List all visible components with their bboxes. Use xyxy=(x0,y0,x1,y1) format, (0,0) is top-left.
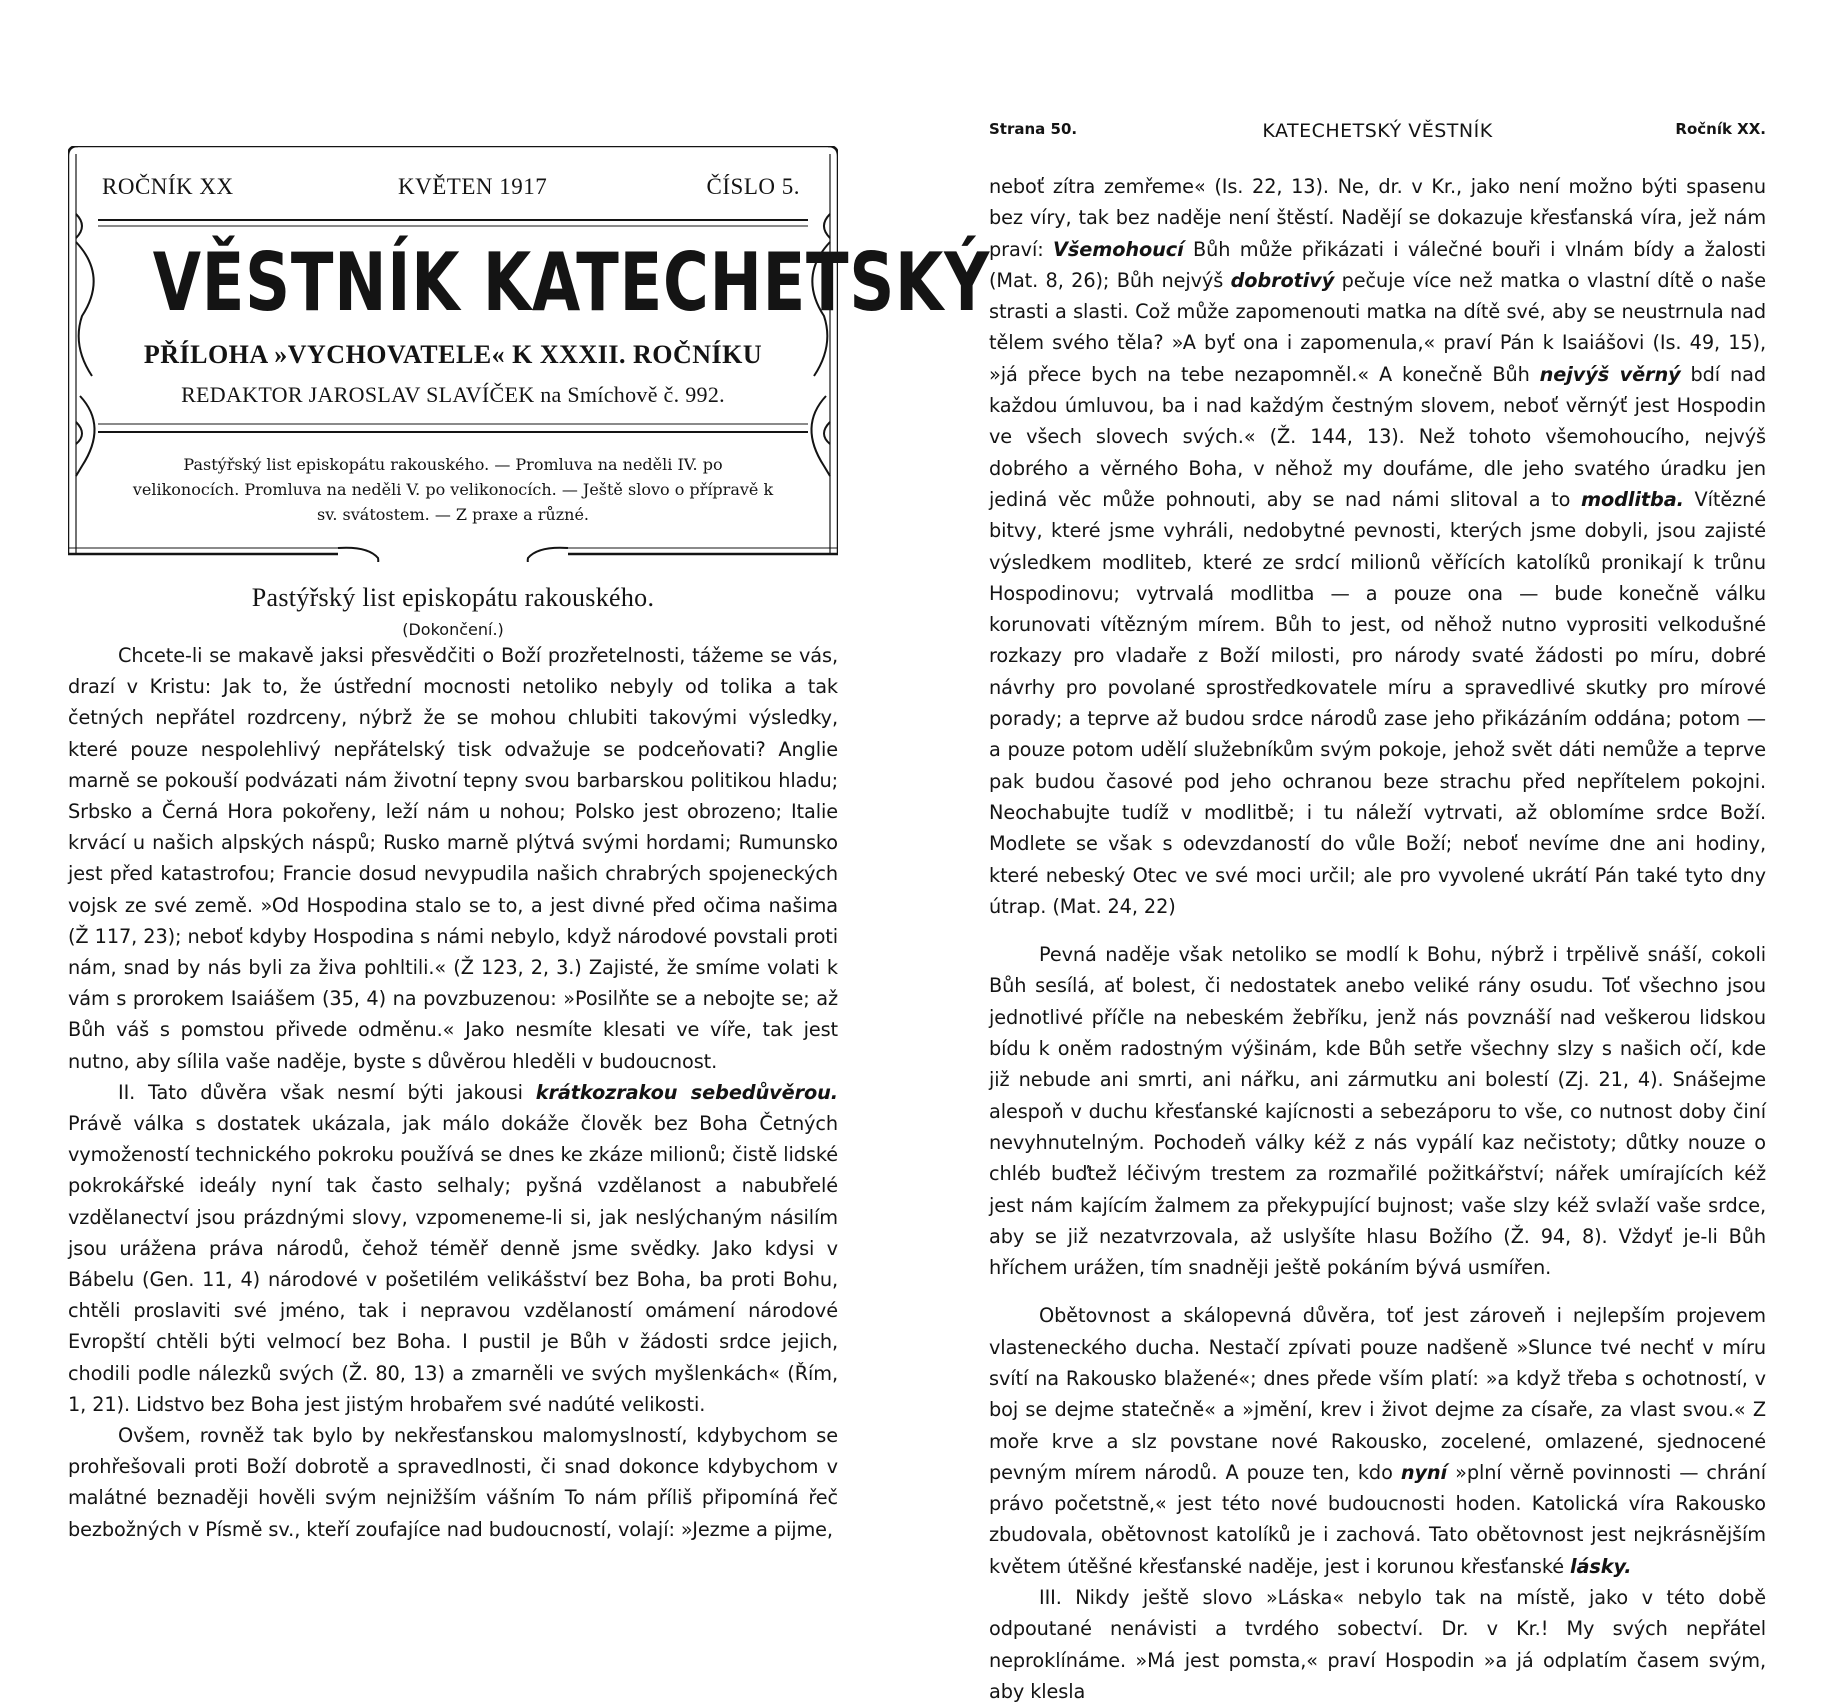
issue-date: KVĚTEN 1917 xyxy=(398,174,548,199)
emphasis: modlitba. xyxy=(1581,487,1684,511)
issue-number: ČÍSLO 5. xyxy=(706,174,800,199)
paragraph: III. Nikdy ještě slovo »Láska« nebylo tak na místě, jako v této době odpoutané nenávisti a tvrdého sobectví. Dr. v Kr.! My svých nepřátel neproklínáme. »Má jest pomsta,« praví Hospodin »a já odplatím časem svým, aby klesla xyxy=(989,1586,1766,1703)
text-run: »plní věrně povinnosti — chrání právo početstně,« jest této nové budoucnosti hoden. Katolická víra Rakousko zbudovala, obětovnost katolíků je i zachová. Tato obětovnost jest nejkrásnějším květem útěšné křesťanské naděje, jest i korunou křesťanské xyxy=(989,1460,1766,1578)
editor-line: REDAKTOR JAROSLAV SLAVÍČEK na Smíchově č. 992. xyxy=(181,382,725,407)
text-run: II. Tato důvěra však nesmí býti jakousi xyxy=(118,1080,536,1104)
paragraph xyxy=(989,1300,1766,1582)
journal-title: VĚSTNÍK KATECHETSKÝ xyxy=(152,236,991,329)
emphasis: krátkozrakou sebedůvěrou. xyxy=(535,1080,838,1104)
page-number: Strana 50. xyxy=(989,120,1078,138)
text-run: bdí nad každou úmluvou, ba i nad každým čestným slovem, neboť věrnýť jest Hospodin ve všech slovech svých.« (Ž. 144, 13). Než tohoto všemohoucího, nejvýš dobrého a věrného Boha, v něhož my doufáme, dle jeho svatého úradku jen jediná věc může pohnouti, aby se nad námi slitoval a to xyxy=(989,362,1766,511)
paragraph: Ovšem, rovněž tak bylo by nekřesťanskou malomyslností, kdybychom se prohřešovali proti Boží dobrotě a spravedlnosti, či snad dokonce kdybychom v malátné beznaději hověli svým nejnižším vášním To nám příliš připomíná řeč bezbožných v Písmě sv., kteří zoufajíce nad budoucností, volají: »Jezme a pijme, xyxy=(68,1424,838,1541)
article-title: Pastýřský list episkopátu rakouského. xyxy=(251,583,655,612)
text-run: pečuje více než matka o vlastní dítě o naše strasti a slasti. Což může zapomenouti matka na dítě své, aby se neustrnula nad tělem svého těla? »A byť ona i zapomenula,« praví Pán k Isaiášovi (Is. 49, 15), »já přece bych na tebe nezapomněl.« A konečně Bůh xyxy=(989,268,1766,386)
text-run: neboť zítra zemřeme« (Is. 22, 13). Ne, dr. v Kr., jako není možno býti spasenu bez víry, tak bez naděje není štěstí. Nadějí se dokazuje křesťanská víra, jež nám praví: xyxy=(989,175,1766,261)
issue-line xyxy=(68,174,838,208)
emphasis: nejvýš věrný xyxy=(1539,362,1681,386)
left-page xyxy=(0,0,991,1541)
right-page xyxy=(919,0,1838,1703)
emphasis: Všemohoucí xyxy=(1053,237,1184,261)
paragraph xyxy=(68,1077,838,1420)
text-run: Vítězné bitvy, které jsme vyhráli, nedobytné pevnosti, kterých jsme dobyli, jsou zajisté výsledkem modliteb, které ze srdcí milionů věřících katolíků pronikají k trůnu Hospodinovu; vytrvalá modlitba — a pouze ona — bude konečně válku korunovati vítězným mírem. Bůh to jest, od něhož nutno vyprositi velkodušné rozkazy pro vladaře z Boží milosti, pro národy svaté žádosti po míru, dobré návrhy pro povolané sprostředkovatele míru a spravedlivé skutky pro mírové porady; a teprve až budou srdce národů zase jeho přikázáním oddána; potom — a pouze potom udělí služebníkům svým pokoje, jehož svět dáti nemůže a teprve pak budou časové pod jeho ochranou beze strachu před nepřítelem pokojni. Neochabujte tudíž v modlitbě; i tu náleží vytrvati, až oblomíme srdce Boží. Modlete se však s odevzdaností do vůle Boží; neboť nevíme dne ani hodiny, které nebeský Otec ve své moci určil; ale pro vyvolené ukrátí Pán také tyto dny útrap. (Mat. 24, 22) xyxy=(989,487,1766,918)
emphasis: nyní xyxy=(1400,1460,1448,1484)
issue-contents: Pastýřský list episkopátu rakouského. — Promluva na neděli IV. po velikonocích. Promluva na neděli V. po velikonocích. — Ještě slovo o přípravě k sv. svátostem. — Z praxe a různé. xyxy=(132,455,774,524)
masthead xyxy=(68,146,991,562)
running-header xyxy=(989,120,1766,150)
running-header-volume: Ročník XX. xyxy=(1675,120,1766,138)
emphasis: dobrotivý xyxy=(1230,268,1335,292)
paragraph: Chcete-li se makavě jaksi přesvědčiti o Boží prozřetelnosti, tážeme se vás, drazí v Kristu: Jak to, že ústřední mocnosti netoliko nebyly od tolika a tak četných nepřátel rozdrceny, nýbrž že se mohou chlubiti takovými výsledky, které pouze nespolehlivý nepřátelský tisk odvažuje se podceňovati? Anglie marně se pokouší podvázati nám životní tepny svou barbarskou politikou hladu; Srbsko a Černá Hora pokořeny, leží nám u nohou; Polsko jest obrozeno; Italie krvácí u našich alpských náspů; Rusko marně plýtvá svými hordami; Rumunsko jest před katastrofou; Francie dosud nevypudila našich chrabrých spojeneckých vojsk ze své země. »Od Hospodina stalo se to, a jest divné před očima našima (Ž 117, 23); neboť kdyby Hospodina s námi nebylo, když národové povstali proti nám, snad by nás byli za živa pohltili.« (Ž 123, 2, 3.) Zajisté, že smíme volati k vám s prorokem Isaiášem (35, 4) na povzbuzenou: »Posilňte se a nebojte se; až Bůh váš s pomstou přivede odměnu.« Jako nesmíte klesati ve víře, tak jest nutno, aby sílila vaše naděje, byste s důvěrou hleděli v budoucnost. xyxy=(68,644,838,1073)
paragraph xyxy=(989,171,1766,922)
journal-subtitle: PŘÍLOHA »VYCHOVATELE« K XXXII. ROČNÍKU xyxy=(143,340,763,369)
right-column-text xyxy=(989,171,1766,1707)
text-run: Obětovnost a skálopevná důvěra, toť jest zároveň i nejlepším projevem vlasteneckého ducha. Nestačí zpívati pouze nadšeně »Slunce tvé nechť v míru svítí na Rakousko blažené«; dnes přede vším platí: »a když třeba s ochotností, v boj se dejme statečně« a »jmění, krev i život dejme za císaře, za vlast svou.« Z moře krve a slz povstane nové Rakousko, zocelené, omlazené, sjednocené pevným mírem národů. A pouze ten, kdo xyxy=(989,1304,1766,1484)
article-continued-note: (Dokončení.) xyxy=(402,620,504,639)
emphasis: lásky. xyxy=(1570,1554,1632,1578)
running-header-title: KATECHETSKÝ VĚSTNÍK xyxy=(1262,120,1493,142)
paragraph: Pevná naděje však netoliko se modlí k Bohu, nýbrž i trpělivě snáší, cokoli Bůh sesílá, ať bolest, či nedostatek anebo veliké rány osudu. Toť všechno jsou jednotlivé příčle na nebeském žebříku, jenž nás povznáší nad veškerou lidskou bídu k oněm radostným výšinám, kde Bůh setře všechny slzy s našich očí, kde již nebude ani smrti, ani nářku, ani zármutku ani bolestí (Zj. 21, 4). Snášejme alespoň v duchu křesťanské kajícnosti a sebezáporu to vše, co nutnost doby činí nevyhnutelným. Pochodeň války kéž z nás vypálí kaz nečistoty; důtky nouze o chléb buďtež léčivým trestem za rozmařilé požitkářství; nářek umírajících kéž jest nám kajícím žalmem za překypující bujnost; vaše slzy kéž svlaží vaše srdce, aby se již nezatvrzovala, až uslyšíte hlasu Božího (Ž. 94, 8). Vždyť je-li Bůh hříchem urážen, tím snadněji ještě pokáním bývá usmířen. xyxy=(989,943,1766,1280)
text-run: Bůh může přikázati i válečné bouři i vlnám bídy a žalosti (Mat. 8, 26); Bůh nejvýš xyxy=(989,237,1766,292)
left-column-text xyxy=(68,640,838,1545)
issue-volume: ROČNÍK XX xyxy=(102,174,234,199)
text-run: Právě válka s dostatek ukázala, jak málo dokáže člověk bez Boha Četných vymožeností technického pokroku používá se dnes ke zkáze milionů; čistě lidské pokrokářské ideály nyní tak často selhaly; pyšná vzdělanost a nabubřelé vzdělanectví jsou prázdnými slovy, vzpomeneme-li si, jak neslýchaným násilím jsou urážena práva národů, čehož téměř denně jsme svědky. Jako kdysi v Bábelu (Gen. 11, 4) národové v pošetilém velikášství bez Boha, ba proti Bohu, chtěli proslaviti své jméno, tak i nepravou vzdělaností omámení národové Evropští chtěli býti velmocí bez Boha. I pustil je Bůh v žádosti srdce jejich, chodili podle nálezků svých (Ž. 80, 13) a zmarněli ve svých myšlenkách« (Řím, 1, 21). Lidstvo bez Boha jest jistým hrobařem své nadúté velikosti. xyxy=(68,1112,838,1416)
